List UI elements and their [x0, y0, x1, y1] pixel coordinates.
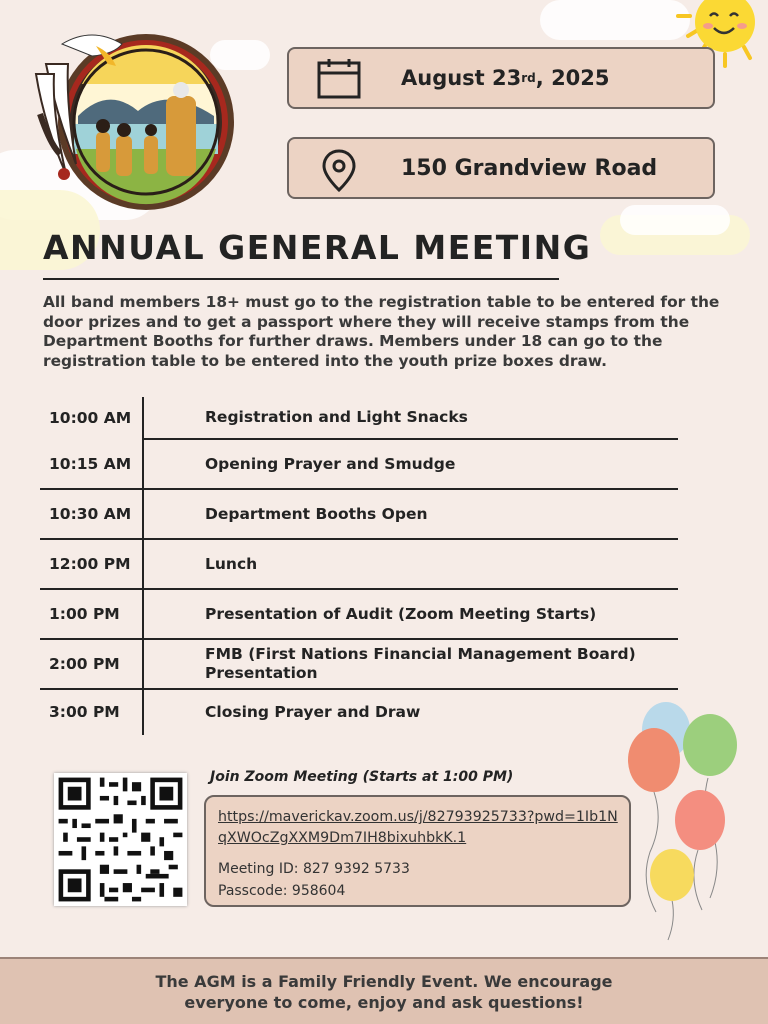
- title-divider: [43, 278, 559, 280]
- intro-paragraph: All band members 18+ must go to the registration table to be entered for the door prizes and to get a passport where they will receive stamps from the Department Booths for further draws. Members under 18 can go to the registration table to be entered into the youth prize boxes draw.: [43, 293, 720, 370]
- schedule-event: Registration and Light Snacks: [205, 408, 468, 426]
- zoom-info-box: [204, 795, 631, 907]
- zoom-passcode: Passcode: 958604: [218, 883, 346, 899]
- schedule-time: 3:00 PM: [49, 703, 120, 721]
- schedule-event: Department Booths Open: [205, 504, 428, 523]
- schedule-event: Closing Prayer and Draw: [205, 702, 421, 721]
- schedule-event: FMB (First Nations Financial Management Board) Presentation: [205, 645, 636, 682]
- cloud-decoration: [540, 0, 690, 40]
- schedule-table: [40, 397, 678, 735]
- schedule-time: 10:15 AM: [49, 455, 132, 473]
- calendar-icon: [315, 57, 363, 101]
- schedule-event: Lunch: [205, 554, 258, 573]
- balloons-illustration: [620, 700, 750, 960]
- band-logo: [26, 24, 236, 214]
- schedule-row: [40, 590, 678, 638]
- page-title: ANNUAL GENERAL MEETING: [43, 228, 592, 267]
- event-address: 150 Grandview Road: [401, 155, 658, 181]
- schedule-time: 12:00 PM: [49, 555, 131, 573]
- schedule-time: 10:00 AM: [49, 408, 132, 427]
- qr-code[interactable]: [54, 773, 187, 906]
- event-date: August 23 rd , 2025: [401, 66, 610, 90]
- schedule-row: [40, 640, 678, 688]
- schedule-time: 10:30 AM: [49, 505, 132, 523]
- footer-text: The AGM is a Family Friendly Event. We encourage everyone to come, enjoy and ask questions!: [155, 971, 613, 1012]
- date-box: [287, 47, 715, 109]
- schedule-event: Presentation of Audit (Zoom Meeting Starts): [205, 604, 597, 623]
- schedule-time: 2:00 PM: [49, 655, 120, 673]
- zoom-heading: Join Zoom Meeting (Starts at 1:00 PM): [210, 769, 514, 785]
- address-box: [287, 137, 715, 199]
- schedule-row: [40, 490, 678, 538]
- schedule-row: [40, 540, 678, 588]
- footer-banner: [0, 957, 768, 1024]
- schedule-row: [40, 440, 678, 488]
- cloud-decoration: [620, 205, 730, 235]
- schedule-event: Opening Prayer and Smudge: [205, 454, 456, 473]
- map-pin-icon: [315, 147, 363, 193]
- zoom-meeting-link[interactable]: https://maverickav.zoom.us/j/82793925733?pwd=1Ib1NqXWOcZgXXM9Dm7IH8bixuhbkK.1: [218, 809, 618, 846]
- schedule-row: [40, 397, 678, 438]
- zoom-meeting-id: Meeting ID: 827 9392 5733: [218, 861, 410, 877]
- schedule-row: [40, 690, 678, 734]
- schedule-time: 1:00 PM: [49, 605, 120, 623]
